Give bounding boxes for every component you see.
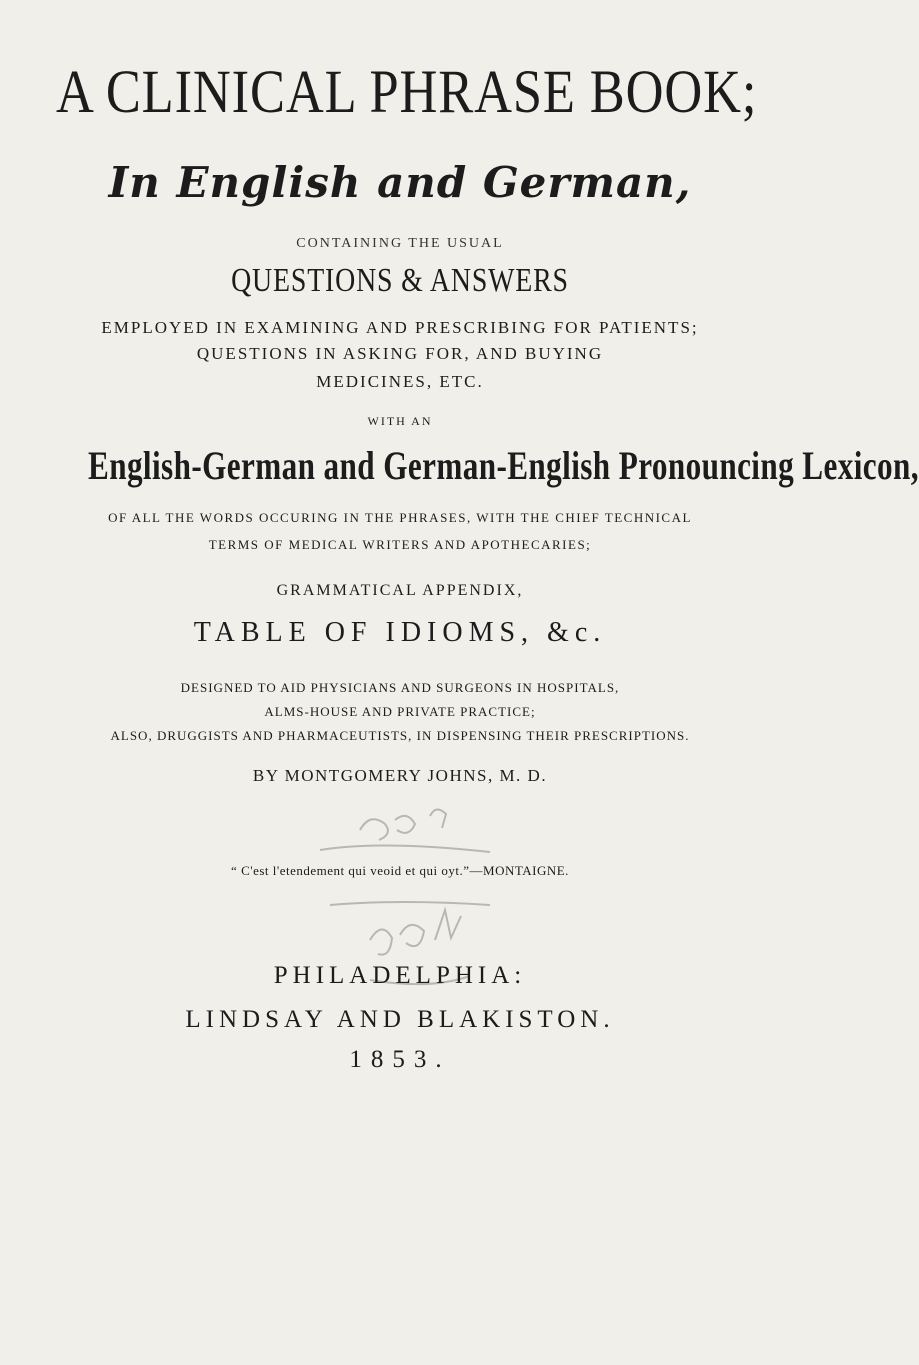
publication-year: 1853. — [349, 1046, 451, 1073]
lexicon-heading: English-German and German-English Pronouncing Lexicon, — [88, 443, 919, 488]
designed-line-2: ALMS-HOUSE AND PRIVATE PRACTICE; — [264, 704, 536, 719]
designed-line-1: DESIGNED TO AID PHYSICIANS AND SURGEONS IN HOSPITALS, — [180, 680, 620, 695]
containing-line: CONTAINING THE USUAL — [296, 236, 504, 251]
with-an-line: WITH AN — [367, 414, 433, 428]
employed-line-2: QUESTIONS IN ASKING FOR, AND BUYING — [196, 344, 604, 363]
questions-answers-heading: QUESTIONS & ANSWERS — [231, 262, 569, 299]
book-title: A CLINICAL PHRASE BOOK; — [56, 59, 758, 126]
book-subtitle: In English and German, — [108, 158, 692, 207]
words-line-2: TERMS OF MEDICAL WRITERS AND APOTHECARIES; — [208, 537, 592, 552]
employed-line-3: MEDICINES, ETC. — [316, 372, 484, 391]
epigraph: “ C'est l'etendement qui veoid et qui oyt.”—MONTAIGNE. — [231, 863, 569, 878]
publisher-city: PHILADELPHIA: — [273, 962, 527, 989]
publisher-name: LINDSAY AND BLAKISTON. — [185, 1006, 615, 1033]
designed-line-3: ALSO, DRUGGISTS AND PHARMACEUTISTS, IN DISPENSING THEIR PRESCRIPTIONS. — [110, 728, 690, 743]
faded-library-stamp — [300, 790, 530, 1030]
words-line-1: OF ALL THE WORDS OCCURING IN THE PHRASES, WITH THE CHIEF TECHNICAL — [108, 510, 692, 525]
grammatical-appendix: GRAMMATICAL APPENDIX, — [276, 582, 524, 599]
employed-line-1: EMPLOYED IN EXAMINING AND PRESCRIBING FOR PATIENTS; — [101, 318, 699, 337]
author-line: BY MONTGOMERY JOHNS, M. D. — [252, 766, 548, 785]
table-of-idioms: TABLE OF IDIOMS, &c. — [193, 617, 607, 648]
